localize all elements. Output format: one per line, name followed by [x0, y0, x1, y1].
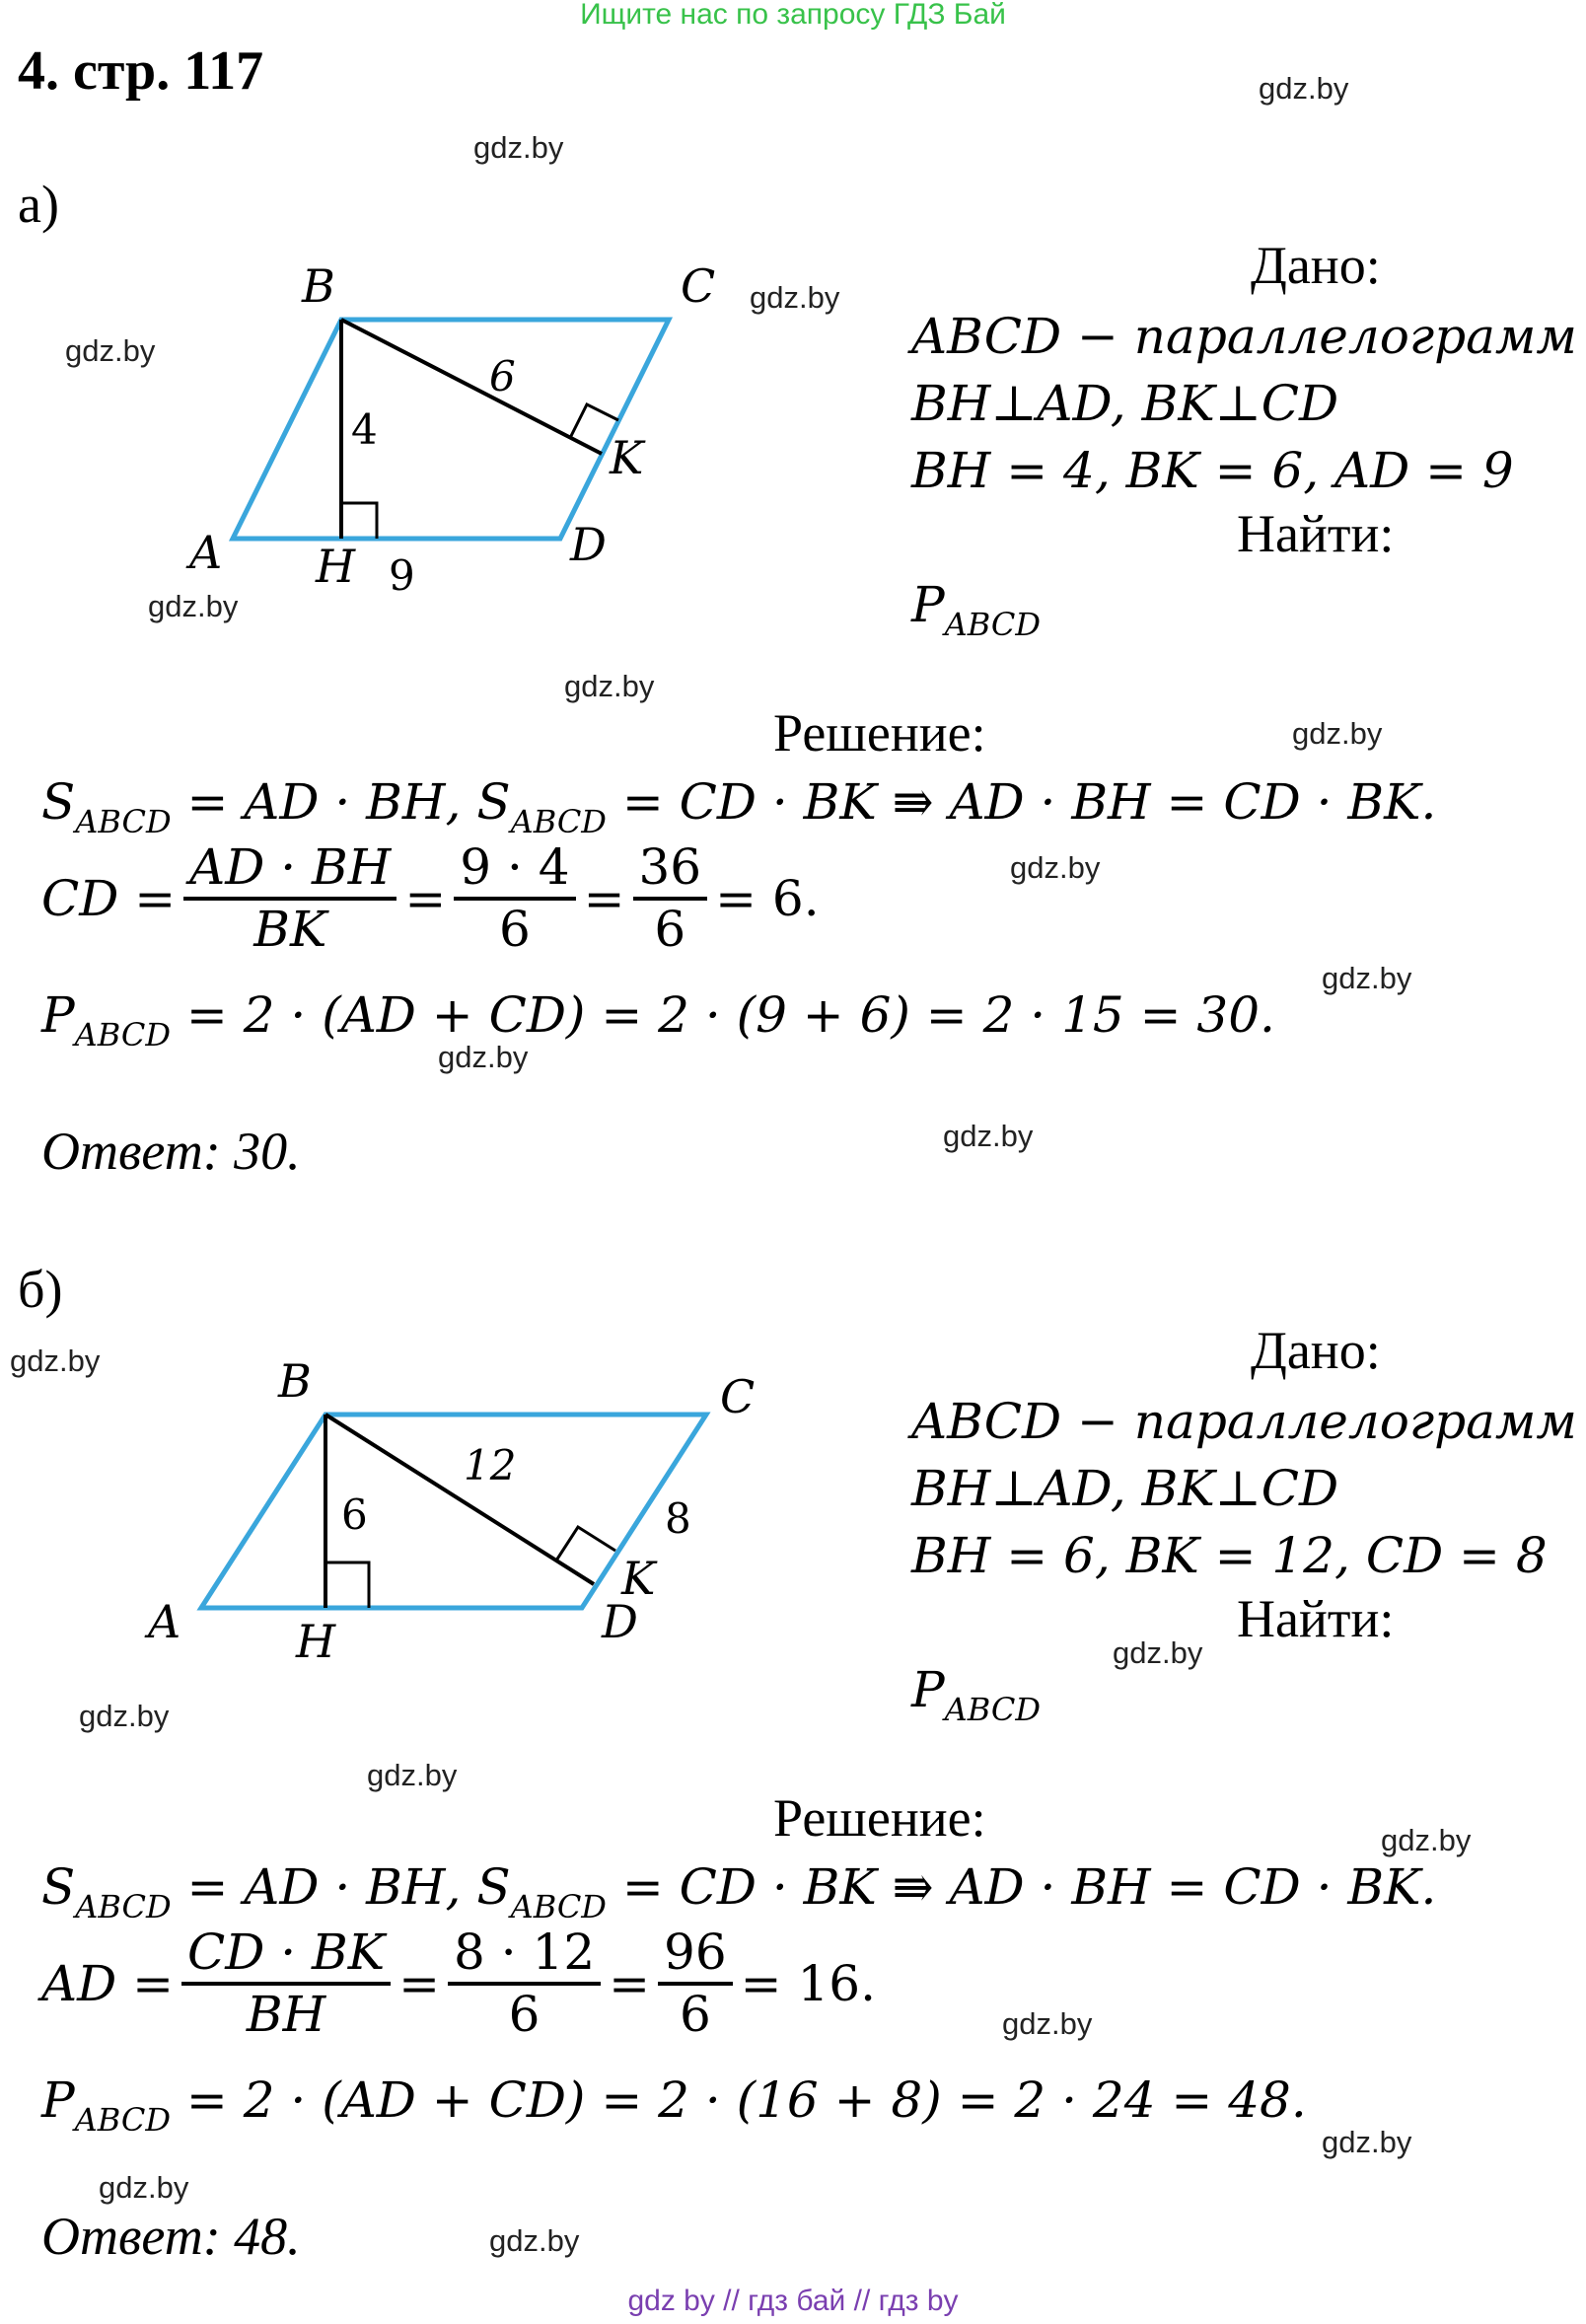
find-sub: ABCD: [944, 606, 1042, 643]
height-bk: [341, 320, 602, 454]
p-symbol: P: [41, 986, 75, 1044]
bottom-banner: gdz by // гдз бай // гдз by: [627, 2285, 959, 2317]
watermark: gdz.by: [564, 669, 655, 703]
point-k: K: [621, 1552, 656, 1605]
eq-part: = 2 · (AD + CD) = 2 · (9 + 6) = 2 · 15 = 30.: [171, 986, 1275, 1044]
vertex-c: C: [720, 1370, 756, 1423]
eq-part: = 2 · (AD + CD) = 2 · (16 + 8) = 2 · 24 = 48.: [171, 2071, 1307, 2129]
lhs: CD =: [41, 870, 177, 927]
denominator: 6: [499, 901, 531, 958]
s-sub: ABCD: [510, 1888, 607, 1925]
parallelogram-figure-a: [148, 256, 779, 612]
watermark: gdz.by: [489, 2223, 580, 2258]
fraction: [633, 840, 708, 957]
watermark: gdz.by: [1322, 961, 1412, 995]
watermark: gdz.by: [943, 1119, 1034, 1153]
given-line-b-2: BH⊥AD, BK⊥CD: [911, 1460, 1339, 1517]
p-symbol: P: [41, 2071, 75, 2129]
watermark: gdz.by: [79, 1699, 170, 1733]
watermark: gdz.by: [148, 589, 239, 623]
equals: =: [398, 1955, 441, 2012]
denominator: 6: [679, 1986, 711, 2043]
label-cd: 8: [665, 1494, 691, 1543]
point-k: K: [610, 431, 644, 484]
right-angle-k: [556, 1527, 615, 1561]
parallelogram-figure-b: [138, 1361, 789, 1697]
watermark: gdz.by: [1113, 1635, 1203, 1670]
eq-part: = AD · BH,: [171, 773, 477, 831]
watermark: gdz.by: [99, 2170, 189, 2205]
point-h: H: [296, 1615, 336, 1668]
vertex-b: B: [278, 1361, 312, 1408]
part-b-label: б): [18, 1260, 63, 1319]
p-sub: ABCD: [74, 2101, 172, 2139]
s-symbol: S: [476, 1858, 511, 1916]
given-line-b-1: ABCD − параллелограмм: [911, 1393, 1577, 1450]
s-sub: ABCD: [75, 1888, 172, 1925]
solution-a-line-3: [41, 986, 1275, 1053]
eq-part: = CD · BK ⇛ AD · BH = CD · BK.: [606, 1858, 1437, 1916]
eq-part: = AD · BH,: [171, 1858, 477, 1916]
equals: =: [404, 870, 447, 927]
watermark: gdz.by: [1322, 2125, 1412, 2159]
fraction: [658, 1925, 733, 2042]
answer-b: Ответ: 48.: [41, 2207, 301, 2266]
watermark: gdz.by: [1292, 716, 1383, 751]
fraction: [181, 1925, 391, 2042]
numerator: 96: [658, 1925, 733, 1986]
solution-a-line-2: [41, 840, 820, 957]
solution-b-line-1: [41, 1858, 1437, 1925]
label-ad: 9: [389, 551, 415, 600]
denominator: BK: [253, 901, 327, 958]
denominator: 6: [654, 901, 686, 958]
find-sub: ABCD: [944, 1691, 1042, 1728]
solution-b-line-3: [41, 2071, 1307, 2139]
right-angle-h: [341, 503, 377, 539]
parallelogram-abcd: [233, 320, 669, 539]
eq-part: = CD · BK ⇛ AD · BH = CD · BK.: [606, 773, 1437, 831]
s-symbol: S: [476, 773, 511, 831]
numerator: CD · BK: [181, 1925, 391, 1986]
fraction: [454, 840, 575, 957]
denominator: BH: [246, 1986, 326, 2043]
given-line-b-3: BH = 6, BK = 12, CD = 8: [911, 1527, 1548, 1584]
given-line-a-1: ABCD − параллелограмм: [911, 308, 1577, 365]
vertex-d: D: [602, 1595, 638, 1648]
equals: =: [609, 1955, 651, 2012]
watermark: gdz.by: [1381, 1823, 1472, 1857]
watermark: gdz.by: [1010, 850, 1101, 885]
fraction: [448, 1925, 601, 2042]
vertex-a: A: [148, 1595, 181, 1648]
s-symbol: S: [41, 773, 76, 831]
vertex-c: C: [681, 259, 716, 313]
s-sub: ABCD: [75, 803, 172, 840]
watermark: gdz.by: [1002, 2006, 1093, 2041]
find-value-a: [911, 576, 1042, 643]
watermark: gdz.by: [1259, 71, 1349, 106]
denominator: 6: [508, 1986, 541, 2043]
label-bk: 6: [489, 352, 516, 400]
result: = 6.: [715, 870, 820, 927]
answer-a: Ответ: 30.: [41, 1122, 301, 1181]
solution-a-line-1: [41, 773, 1437, 840]
label-bh: 4: [351, 405, 378, 454]
given-title-b: Дано:: [1251, 1321, 1381, 1380]
numerator: 36: [633, 840, 708, 901]
watermark: gdz.by: [473, 130, 564, 165]
find-p: P: [911, 576, 945, 633]
fraction: [183, 840, 396, 957]
find-value-b: [911, 1661, 1042, 1728]
s-sub: ABCD: [510, 803, 607, 840]
given-title-a: Дано:: [1251, 236, 1381, 295]
numerator: 9 · 4: [454, 840, 575, 901]
vertex-b: B: [302, 259, 335, 313]
given-line-a-3: BH = 4, BK = 6, AD = 9: [911, 442, 1514, 499]
point-h: H: [316, 540, 356, 593]
solution-title-a: Решение:: [773, 703, 986, 763]
watermark: gdz.by: [367, 1758, 458, 1792]
watermark: gdz.by: [10, 1344, 101, 1378]
watermark: gdz.by: [65, 333, 156, 368]
vertex-d: D: [570, 518, 607, 571]
vertex-a: A: [189, 526, 223, 579]
solution-b-line-2: [41, 1925, 876, 2042]
top-banner: Ищите нас по запросу ГДЗ Бай: [580, 0, 1006, 31]
equals: =: [583, 870, 625, 927]
result: = 16.: [740, 1955, 876, 2012]
lhs: AD =: [41, 1955, 174, 2012]
page-title: 4. стр. 117: [18, 40, 264, 102]
numerator: 8 · 12: [448, 1925, 601, 1986]
right-angle-h: [325, 1562, 369, 1608]
numerator: AD · BH: [183, 840, 396, 901]
p-sub: ABCD: [74, 1016, 172, 1053]
part-a-label: а): [18, 175, 59, 234]
find-title-a: Найти:: [1237, 504, 1395, 563]
s-symbol: S: [41, 1858, 76, 1916]
find-title-b: Найти:: [1237, 1589, 1395, 1648]
find-p: P: [911, 1661, 945, 1718]
watermark: gdz.by: [438, 1040, 529, 1074]
watermark: gdz.by: [750, 280, 840, 315]
given-line-a-2: BH⊥AD, BK⊥CD: [911, 375, 1339, 432]
label-bk: 12: [464, 1441, 517, 1489]
solution-title-b: Решение:: [773, 1788, 986, 1848]
label-bh: 6: [341, 1490, 368, 1539]
